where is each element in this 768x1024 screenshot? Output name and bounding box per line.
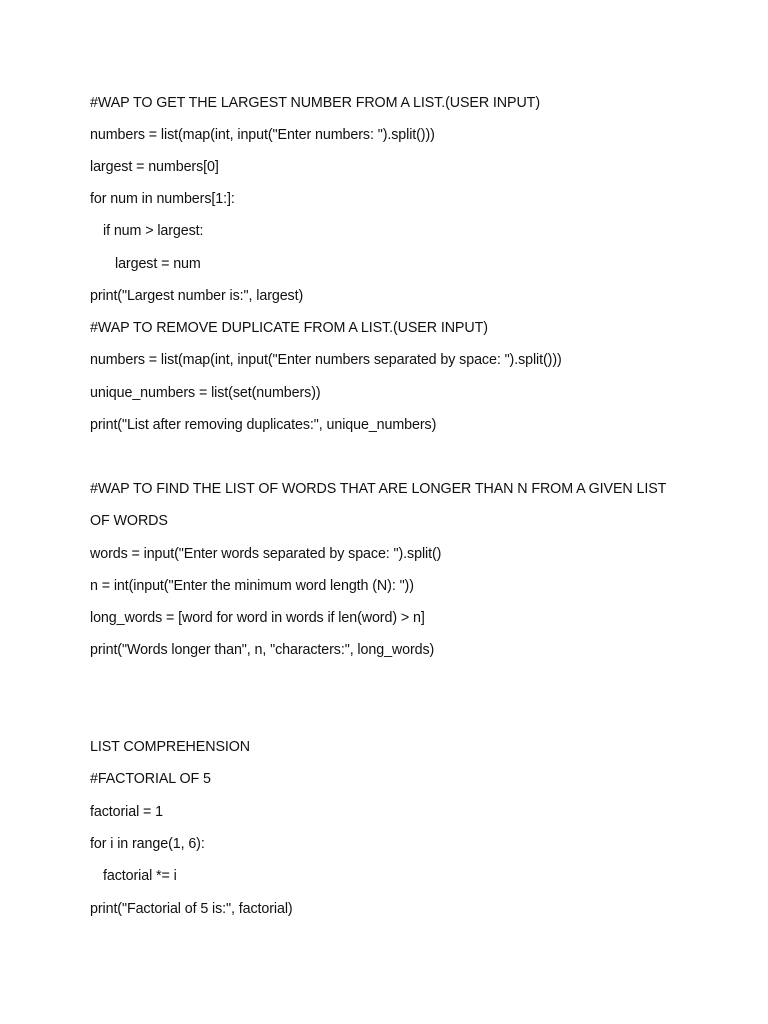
section3-heading-line1: #WAP TO FIND THE LIST OF WORDS THAT ARE LONGER THAN N FROM A GIVEN LIST bbox=[90, 481, 667, 497]
code-line: print("Words longer than", n, "characters:", long_words) bbox=[90, 642, 435, 658]
code-line: largest = numbers[0] bbox=[90, 159, 219, 175]
section4-title: LIST COMPREHENSION bbox=[90, 739, 250, 755]
code-line: factorial *= i bbox=[103, 868, 177, 884]
code-line: for i in range(1, 6): bbox=[90, 836, 205, 852]
code-line: if num > largest: bbox=[103, 223, 204, 239]
section2-heading: #WAP TO REMOVE DUPLICATE FROM A LIST.(USER INPUT) bbox=[90, 320, 488, 336]
code-line: words = input("Enter words separated by space: ").split() bbox=[90, 546, 442, 562]
code-line: for num in numbers[1:]: bbox=[90, 191, 235, 207]
code-line: factorial = 1 bbox=[90, 804, 164, 820]
code-line: n = int(input("Enter the minimum word length (N): ")) bbox=[90, 578, 414, 594]
code-line: long_words = [word for word in words if len(word) > n] bbox=[90, 610, 425, 626]
code-line: numbers = list(map(int, input("Enter numbers separated by space: ").split())) bbox=[90, 352, 562, 368]
code-line: print("Factorial of 5 is:", factorial) bbox=[90, 901, 293, 917]
code-line: largest = num bbox=[115, 256, 201, 272]
section4-heading: #FACTORIAL OF 5 bbox=[90, 771, 211, 787]
code-line: unique_numbers = list(set(numbers)) bbox=[90, 385, 321, 401]
section3-heading-line2: OF WORDS bbox=[90, 513, 168, 529]
code-line: print("Largest number is:", largest) bbox=[90, 288, 304, 304]
section1-heading: #WAP TO GET THE LARGEST NUMBER FROM A LIST.(USER INPUT) bbox=[90, 95, 540, 111]
code-line: numbers = list(map(int, input("Enter numbers: ").split())) bbox=[90, 127, 435, 143]
code-line: print("List after removing duplicates:", unique_numbers) bbox=[90, 417, 437, 433]
